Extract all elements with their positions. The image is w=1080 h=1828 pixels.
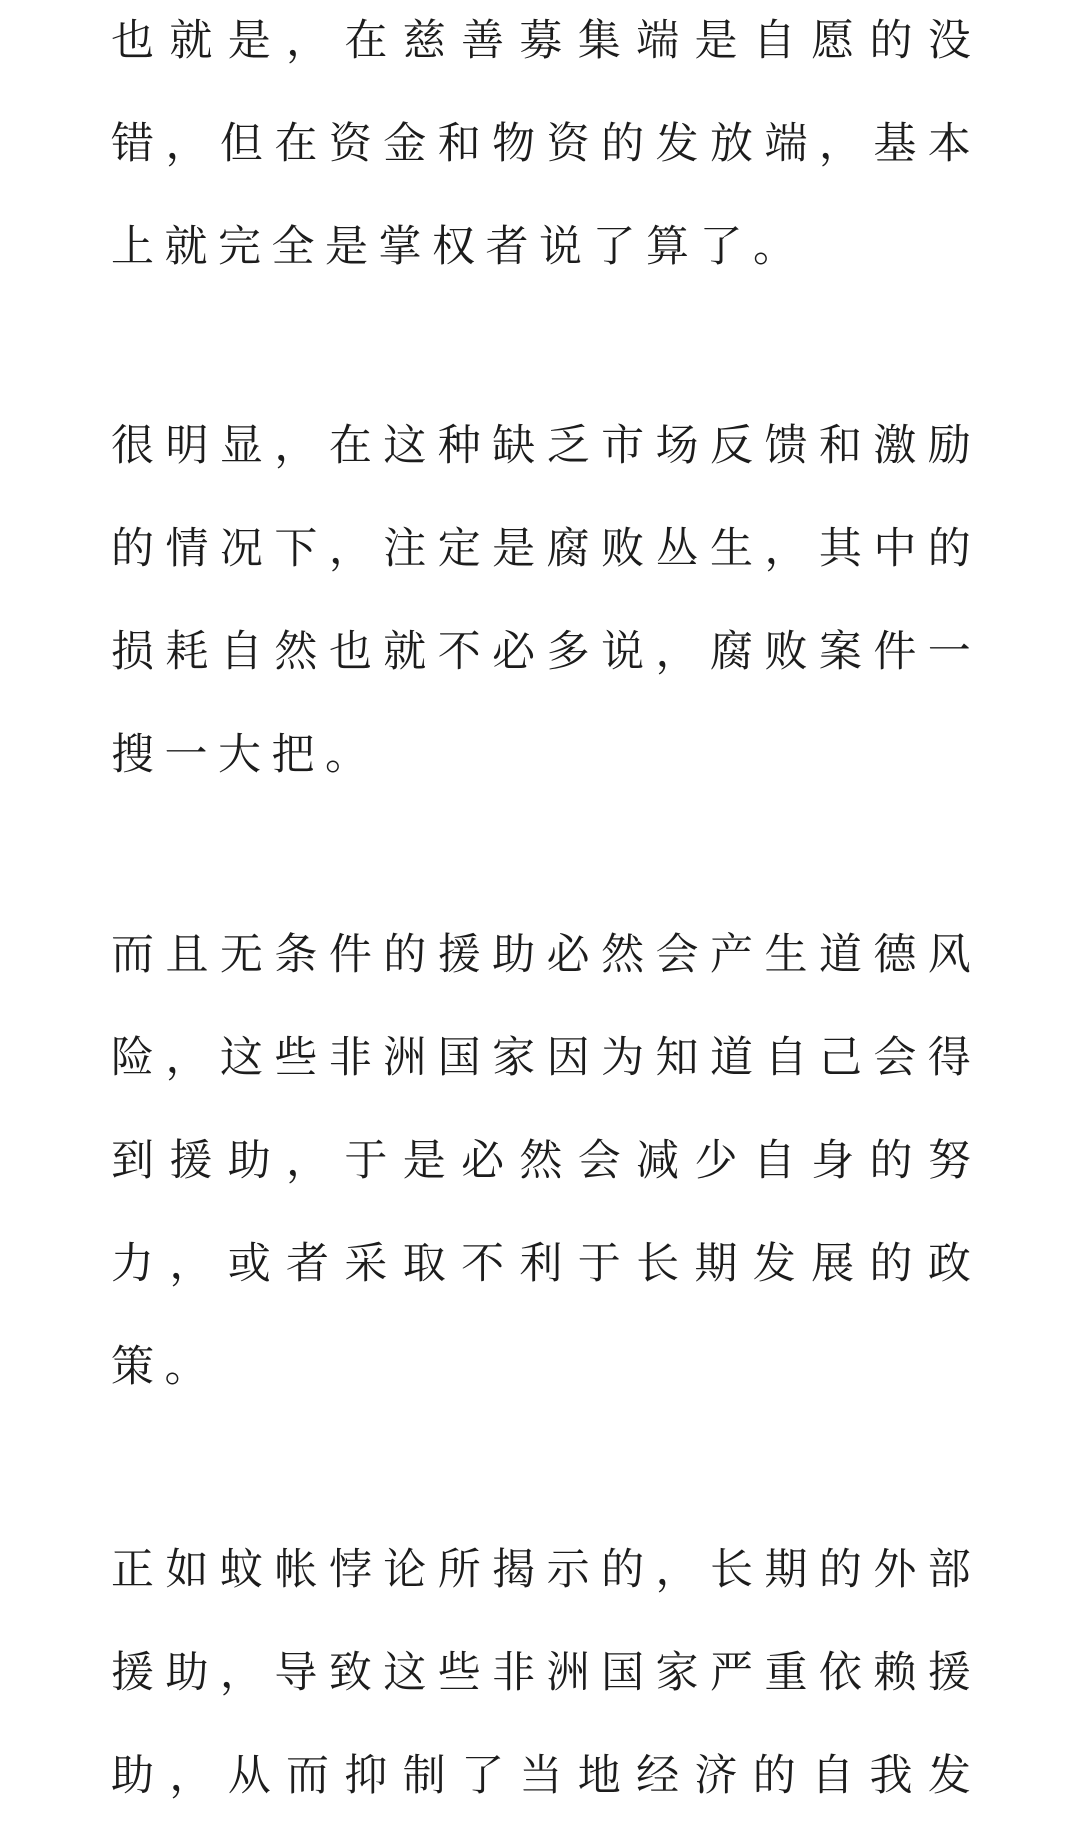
text-line: 力 ， 或 者 采 取 不 利 于 长 期 发 展 的 政: [111, 1239, 971, 1289]
text-line: 的 情 况 下 ， 注 定 是 腐 败 丛 生 ， 其 中 的: [111, 524, 971, 574]
text-line: 搜 一 大 把 。: [111, 730, 379, 780]
text-line: 援 助 ， 导 致 这 些 非 洲 国 家 严 重 依 赖 援: [111, 1648, 971, 1698]
text-line: 策 。: [111, 1342, 218, 1392]
text-line: 也 就 是 ， 在 慈 善 募 集 端 是 自 愿 的 没: [111, 16, 971, 66]
text-line: 而 且 无 条 件 的 援 助 必 然 会 产 生 道 德 风: [111, 930, 971, 980]
text-line: 正 如 蚊 帐 悖 论 所 揭 示 的 ， 长 期 的 外 部: [111, 1545, 971, 1595]
text-line: 错 ， 但 在 资 金 和 物 资 的 发 放 端 ， 基 本: [111, 119, 971, 169]
text-line: 助 ， 从 而 抑 制 了 当 地 经 济 的 自 我 发: [111, 1751, 971, 1801]
paragraph: [111, 0, 971, 299]
text-line: 损 耗 自 然 也 就 不 必 多 说 ， 腐 败 案 件 一: [111, 627, 971, 677]
paragraph: [111, 904, 971, 1419]
text-line: 到 援 助 ， 于 是 必 然 会 减 少 自 身 的 努: [111, 1136, 971, 1186]
paragraph: [111, 1519, 971, 1828]
text-line: 很 明 显 ， 在 这 种 缺 乏 市 场 反 馈 和 激 励: [111, 421, 971, 471]
article-body: [111, 0, 971, 1801]
paragraph: [111, 395, 971, 807]
text-line: 险 ， 这 些 非 洲 国 家 因 为 知 道 自 己 会 得: [111, 1033, 971, 1083]
text-line: 上 就 完 全 是 掌 权 者 说 了 算 了 。: [111, 222, 807, 272]
